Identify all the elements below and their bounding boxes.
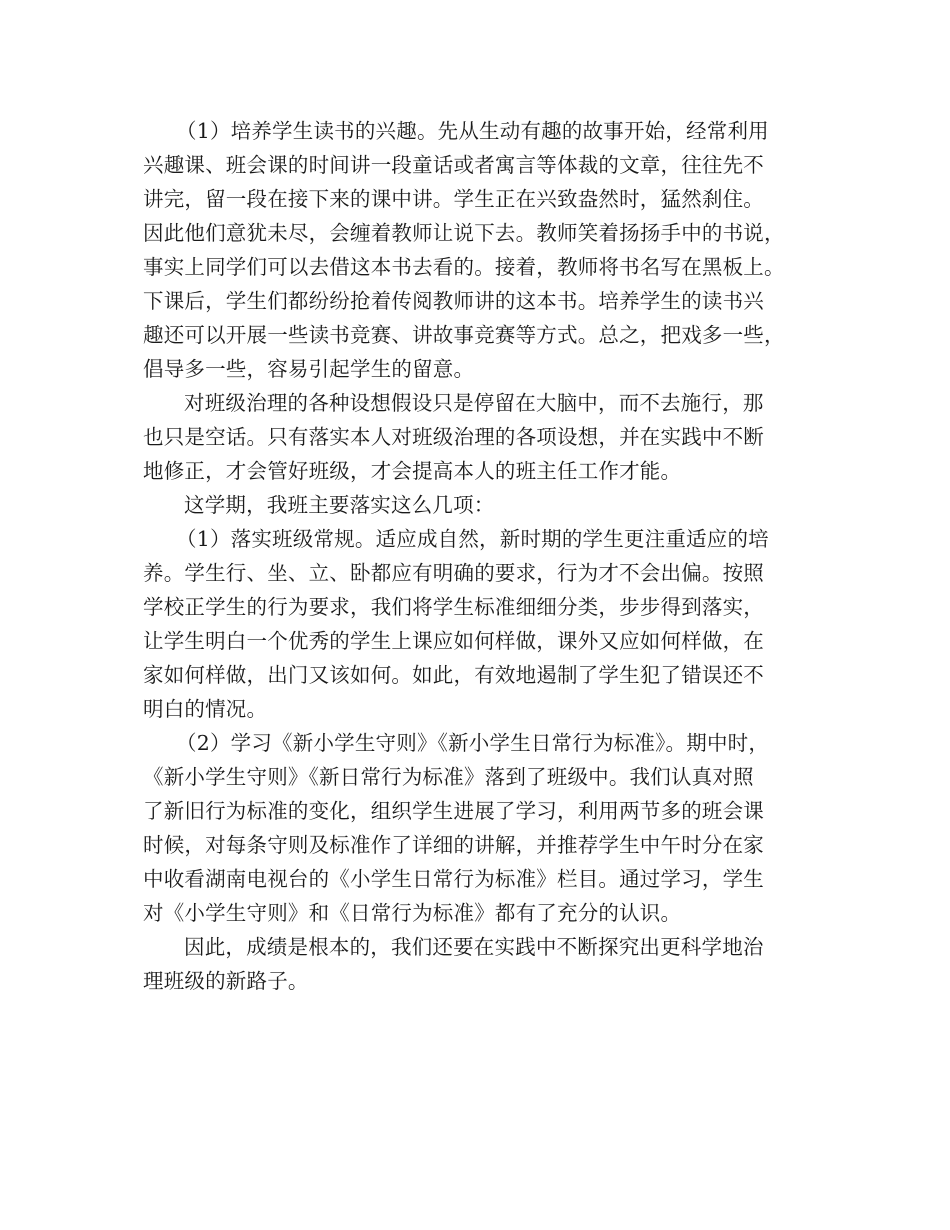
paragraph-3	[143, 488, 823, 522]
paragraph-line: 因此他们意犹未尽，会缠着教师让说下去。教师笑着扬扬手中的书说，	[143, 221, 785, 245]
paragraph-line: 对《小学生守则》和《日常行为标准》都有了充分的认识。	[143, 901, 682, 925]
paragraph-line: 明白的情况。	[143, 697, 268, 721]
paragraph-line: 也只是空话。只有落实本人对班级治理的各项设想，并在实践中不断	[143, 425, 764, 449]
paragraph-6	[143, 930, 823, 998]
paragraph-1	[143, 114, 823, 386]
paragraph-line: 因此，成绩是根本的，我们还要在实践中不断探究出更科学地治	[184, 935, 764, 959]
paragraph-5	[143, 726, 823, 930]
body-text	[143, 114, 823, 998]
paragraph-line: 《新小学生守则》《新日常行为标准》落到了班级中。我们认真对照	[143, 765, 754, 789]
paragraph-line: 事实上同学们可以去借这本书去看的。接着，教师将书名写在黑板上。	[143, 255, 785, 279]
paragraph-line: 养。学生行、坐、立、卧都应有明确的要求，行为才不会出偏。按照	[143, 561, 764, 585]
paragraph-line: 家如何样做，出门又该如何。如此，有效地遏制了学生犯了错误还不	[143, 663, 764, 687]
paragraph-line: （1）落实班级常规。适应成自然，新时期的学生更注重适应的培	[176, 527, 769, 551]
paragraph-line: 兴趣课、班会课的时间讲一段童话或者寓言等体裁的文章，往往先不	[143, 153, 764, 177]
paragraph-line: 时候，对每条守则及标准作了详细的讲解，并推荐学生中午时分在家	[143, 833, 764, 857]
paragraph-line: 倡导多一些，容易引起学生的留意。	[143, 357, 475, 381]
paragraph-2	[143, 386, 823, 488]
paragraph-line: 理班级的新路子。	[143, 969, 309, 993]
paragraph-line: 中收看湖南电视台的《小学生日常行为标准》栏目。通过学习，学生	[143, 867, 764, 891]
paragraph-line: 这学期，我班主要落实这么几项：	[184, 493, 495, 517]
paragraph-line: （2）学习《新小学生守则》《新小学生日常行为标准》。期中时，	[176, 731, 770, 755]
paragraph-line: 讲完，留一段在接下来的课中讲。学生正在兴致盎然时，猛然刹住。	[143, 187, 764, 211]
paragraph-line: （1）培养学生读书的兴趣。先从生动有趣的故事开始，经常利用	[176, 119, 769, 143]
paragraph-line: 学校正学生的行为要求，我们将学生标准细细分类，步步得到落实，	[143, 595, 764, 619]
paragraph-line: 了新旧行为标准的变化，组织学生进展了学习，利用两节多的班会课	[143, 799, 764, 823]
paragraph-line: 地修正，才会管好班级，才会提高本人的班主任工作才能。	[143, 459, 682, 483]
paragraph-4	[143, 522, 823, 726]
paragraph-line: 让学生明白一个优秀的学生上课应如何样做，课外又应如何样做，在	[143, 629, 764, 653]
paragraph-line: 对班级治理的各种设想假设只是停留在大脑中，而不去施行，那	[184, 391, 764, 415]
paragraph-line: 下课后，学生们都纷纷抢着传阅教师讲的这本书。培养学生的读书兴	[143, 289, 764, 313]
paragraph-line: 趣还可以开展一些读书竞赛、讲故事竞赛等方式。总之，把戏多一些，	[143, 323, 785, 347]
